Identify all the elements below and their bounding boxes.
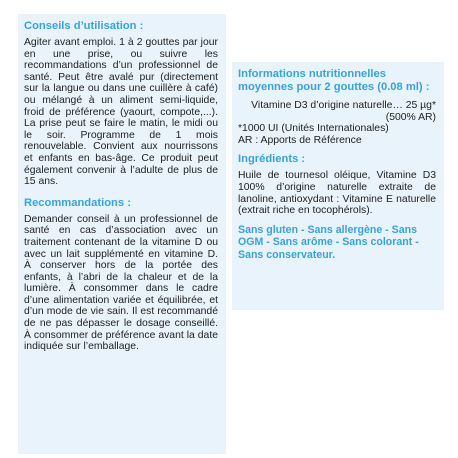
ingredients-section [238, 153, 436, 216]
nutrition-panel [232, 62, 444, 310]
ingredients-heading: Ingrédients : [238, 153, 306, 166]
usage-section [24, 20, 218, 188]
ar-footnote: AR : Apports de Référence [238, 134, 362, 146]
nutrition-section [238, 68, 436, 146]
free-from-claims: Sans gluten - Sans allergène - Sans OGM - Sans arôme - Sans colorant - Sans conservateur. [238, 223, 419, 261]
usage-heading: Conseils d’utilisation : [24, 20, 144, 32]
nutrition-heading: Informations nutritionnelles moyennes pour 2 gouttes (0.08 ml) : [238, 68, 430, 93]
ingredients-text: Huile de tournesol oléique, Vitamine D3 100% d’origine naturelle extraite de lanoline, antioxydant : Vitamine E naturelle (extrait riche en tocophérols). [238, 170, 436, 217]
reference-intake-percent: (500% AR) [385, 111, 436, 123]
iu-footnote: *1000 UI (Unités Internationales) [238, 123, 389, 135]
vitamin-d3-line: Vitamine D3 d’origine naturelle… 25 µg* [251, 100, 436, 111]
usage-panel [18, 14, 226, 454]
recommendations-text: Demander conseil à un professionnel de santé en cas d’association avec un traitement contenant de la vitamine D ou avec un lait supplémenté en vitamine D. À conserver hors de la portée des enfants, à l’abri de la chaleur et de la lumière. À consommer dans le cadre d’une alimentation variée et équilibrée, et d’un mode de vie sain. Il est recommandé de ne pas dépasser le dosage conseillé. À consommer de préférence avant la date indiquée sur l’emballage. [24, 213, 218, 353]
recommendations-section [24, 197, 218, 353]
usage-text: Agiter avant emploi. 1 à 2 gouttes par jour en une prise, ou suivre les recommandations d’un professionnel de santé. Peut être avalé pur (directement sur la langue ou dans une cuillère à café) ou mélangé à un aliment semi-liquide, froid de préférence (yaourt, compote,...). La prise peut se faire le matin, le midi ou le soir. Programme de 1 mois renouvelable. Convient aux nourrissons et enfants en bas-âge. Ce produit peut également convenir à l’adulte de plus de 15 ans. [24, 37, 218, 188]
recommendations-heading: Recommandations : [24, 196, 131, 209]
